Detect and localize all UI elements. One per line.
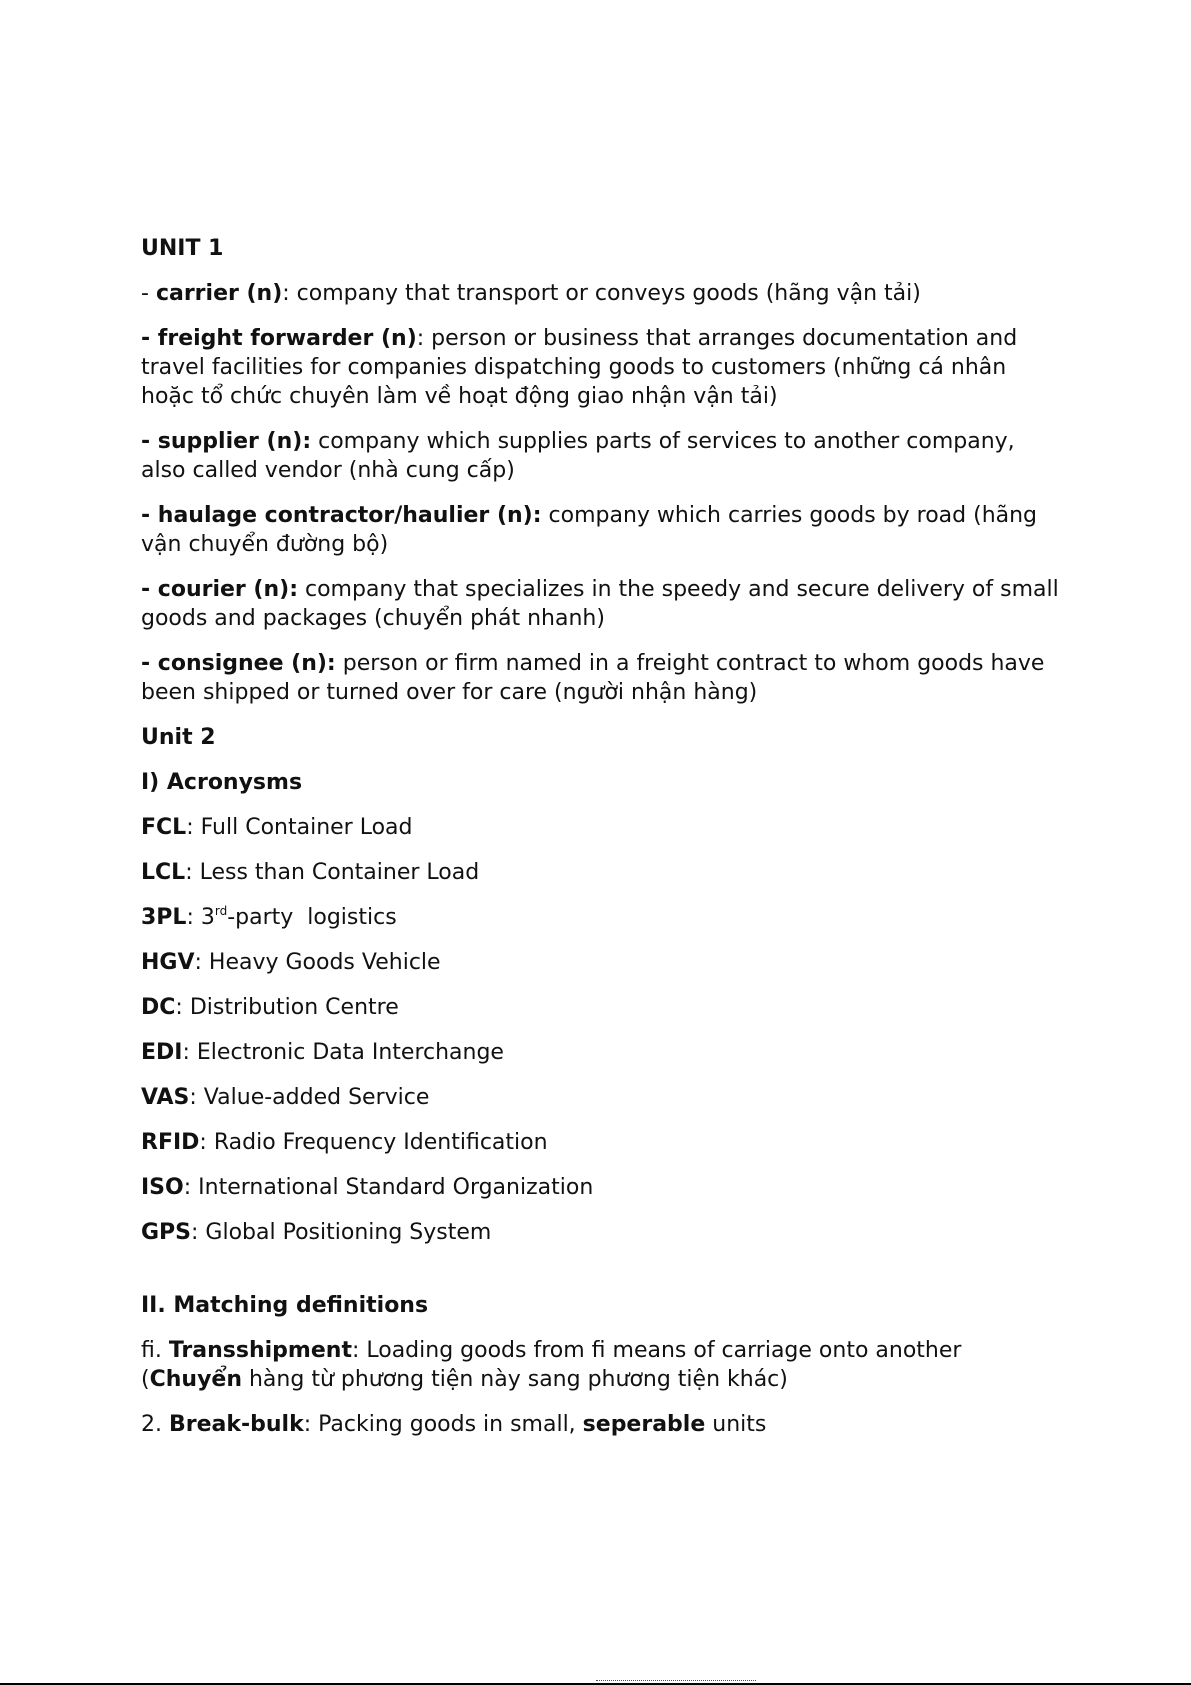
definition: : company that transport or conveys goods (hãng vận tải) [282, 281, 921, 306]
acronym-lcl [141, 858, 1061, 887]
item-number: 2. [141, 1412, 169, 1437]
acronym: HGV [141, 950, 195, 975]
definition: person or firm named in a freight contract to whom goods have been shipped or turned over for care (người nhận hàng) [141, 651, 1045, 705]
definition: company that specializes in the speedy and secure delivery of small goods and packages (chuyển phát nhanh) [141, 577, 1059, 631]
definition-rest: units [705, 1412, 767, 1437]
glossary-entry-haulier [141, 501, 1061, 559]
acronym-expansion: : Full Container Load [186, 815, 413, 840]
matching-item-break-bulk [141, 1410, 1061, 1439]
definition: company which carries goods by road (hãng vận chuyển đường bộ) [141, 503, 1038, 557]
glossary-entry-supplier [141, 427, 1061, 485]
acronym: VAS [141, 1085, 190, 1110]
acronym-expansion: : Value-added Service [189, 1085, 430, 1110]
term: Break-bulk [168, 1412, 304, 1437]
term: - freight forwarder (n) [141, 326, 417, 351]
term: - haulage contractor/haulier (n): [141, 503, 542, 528]
acronym: LCL [141, 860, 186, 885]
acronym-edi [141, 1038, 1061, 1067]
definition: company which supplies parts of services to another company, also called vendor (nhà cung cấp) [141, 429, 1015, 483]
term: Transshipment [168, 1338, 352, 1363]
definition: : Packing goods in small, [303, 1412, 583, 1437]
glossary-entry-freight-forwarder [141, 324, 1061, 411]
acronym-dc [141, 993, 1061, 1022]
acronym-vas [141, 1083, 1061, 1112]
acronym: RFID [141, 1130, 200, 1155]
acronym-expansion: : 3 [186, 905, 215, 930]
acronym: 3PL [141, 905, 187, 930]
ordinal-superscript: rd [214, 904, 228, 918]
acronym-3pl [141, 903, 1061, 932]
acronym-expansion: : Radio Frequency Identification [199, 1130, 548, 1155]
acronym-expansion: : Distribution Centre [175, 995, 399, 1020]
glossary-entry-consignee [141, 649, 1061, 707]
definition-rest: hàng từ phương tiện này sang phương tiện khác) [242, 1367, 788, 1392]
term: carrier (n) [155, 281, 283, 306]
acronym: GPS [141, 1220, 192, 1245]
acronym-iso [141, 1173, 1061, 1202]
acronym-rfid [141, 1128, 1061, 1157]
unit2-heading: Unit 2 [141, 725, 216, 750]
acronym: EDI [141, 1040, 183, 1065]
emphasis: seperable [582, 1412, 706, 1437]
acronym-expansion: : Electronic Data Interchange [182, 1040, 504, 1065]
matching-heading: II. Matching definitions [141, 1293, 429, 1318]
term: - courier (n): [141, 577, 298, 602]
item-number: ﬁ. [141, 1338, 169, 1363]
acronym-expansion: : Less than Container Load [185, 860, 480, 885]
term: - supplier (n): [141, 429, 312, 454]
matching-item-transshipment [141, 1336, 1061, 1394]
acronym: ISO [141, 1175, 184, 1200]
acronym-expansion: : International Standard Organization [183, 1175, 594, 1200]
unit1-heading: UNIT 1 [141, 236, 224, 261]
acronym: DC [141, 995, 176, 1020]
acronym-expansion-rest: -party logistics [227, 905, 397, 930]
term: - consignee (n): [141, 651, 336, 676]
document-page [141, 234, 1061, 1455]
acronym-hgv [141, 948, 1061, 977]
acronym-expansion: : Heavy Goods Vehicle [194, 950, 441, 975]
acronyms-heading: I) Acronysms [141, 770, 303, 795]
glossary-entry-courier [141, 575, 1061, 633]
acronym-gps [141, 1218, 1061, 1247]
definition: : person or business that arranges documentation and travel facilities for companies dispatching goods to customers (những cá nhân hoặc tổ chức chuyên làm về hoạt động giao nhận vận tải) [141, 326, 1018, 409]
glossary-entry-carrier: - carrier (n): company that transport or conveys goods (hãng vận tải) [141, 281, 921, 306]
definition: : Loading goods from ﬁ means of carriage onto another ( [141, 1338, 962, 1392]
acronym: FCL [141, 815, 187, 840]
acronym-expansion: : Global Positioning System [191, 1220, 492, 1245]
acronym-fcl [141, 813, 1061, 842]
emphasis: Chuyển [149, 1367, 242, 1392]
